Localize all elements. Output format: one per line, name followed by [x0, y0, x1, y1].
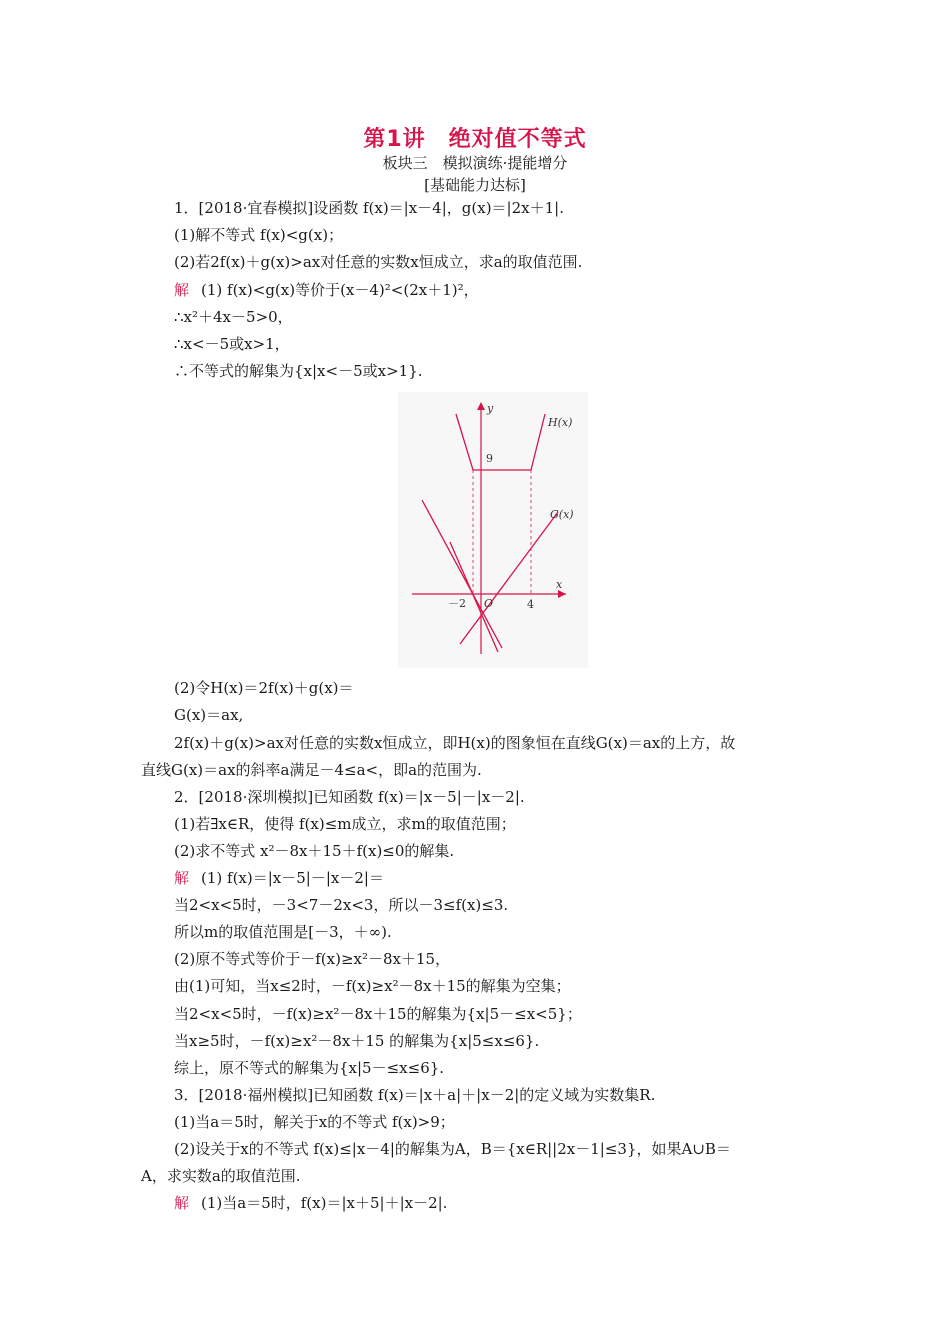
- solution-2-line-2: 当2<x<5时，－3<7－2x<3，所以－3≤f(x)≤3.: [174, 896, 509, 914]
- section-heading: [基础能力达标]: [424, 176, 526, 194]
- y-axis-label: y: [487, 402, 494, 415]
- solution-2-line-8: 综上，原不等式的解集为{x|5－≤x≤6}.: [174, 1059, 445, 1077]
- tick-4: 4: [527, 598, 534, 611]
- problem-3-statement: 3．[2018·福州模拟]已知函数 f(x)＝|x＋a|＋|x－2|的定义域为实数集R.: [174, 1086, 656, 1104]
- tick-neg2: －2: [448, 597, 466, 610]
- problem-2-part-2: (2)求不等式 x²－8x＋15＋f(x)≤0的解集.: [174, 842, 455, 860]
- x-axis-label: x: [556, 578, 563, 591]
- page-subtitle: 板块三 模拟演练·提能增分: [382, 154, 568, 172]
- solution-2-line-4: (2)原不等式等价于－f(x)≥x²－8x＋15，: [174, 950, 451, 968]
- label-G: G(x): [550, 508, 574, 521]
- solution-1-part-2-line-4: 直线G(x)＝ax的斜率a满足－4≤a<，即a的范围为.: [141, 761, 482, 779]
- solution-1-line-2: ∴x²＋4x－5>0，: [174, 308, 293, 326]
- problem-1-part-2: (2)若2f(x)＋g(x)>ax对任意的实数x恒成立，求a的取值范围.: [174, 253, 583, 271]
- solution-label: 解: [174, 281, 190, 299]
- solution-1-part-2-line-1: (2)令H(x)＝2f(x)＋g(x)＝: [174, 679, 354, 697]
- solution-2-line-5: 由(1)可知，当x≤2时，－f(x)≥x²－8x＋15的解集为空集；: [174, 977, 571, 995]
- problem-3-part-2-line-2: A，求实数a的取值范围.: [141, 1167, 301, 1185]
- label-H: H(x): [548, 416, 573, 429]
- solution-label: 解: [174, 869, 190, 887]
- solution-text: (1) f(x)<g(x)等价于(x－4)²<(2x＋1)²，: [201, 281, 479, 299]
- solution-1-part-2-line-2: G(x)＝ax,: [174, 706, 244, 724]
- solution-1-line-3: ∴x<－5或x>1，: [174, 335, 290, 353]
- function-graph: [398, 392, 588, 668]
- solution-1-line-1: [174, 280, 479, 300]
- problem-1-part-1: (1)解不等式 f(x)<g(x)；: [174, 226, 344, 244]
- solution-1-line-4: ∴不等式的解集为{x|x<－5或x>1}.: [174, 362, 423, 380]
- problem-3-part-1: (1)当a＝5时，解关于x的不等式 f(x)>9；: [174, 1113, 455, 1131]
- tick-9: 9: [486, 452, 493, 465]
- page-title: 第1讲 绝对值不等式: [363, 127, 587, 152]
- solution-text: (1)当a＝5时，f(x)＝|x＋5|＋|x－2|.: [201, 1194, 448, 1212]
- solution-label: 解: [174, 1194, 190, 1212]
- solution-2-line-1: [174, 868, 384, 888]
- solution-3-line-1: [174, 1193, 447, 1213]
- origin-label: O: [484, 597, 494, 610]
- problem-3-part-2-line-1: (2)设关于x的不等式 f(x)≤|x－4|的解集为A，B＝{x∈R||2x－1|≤3}，如果A∪B＝: [174, 1140, 731, 1158]
- solution-2-line-3: 所以m的取值范围是[－3，＋∞).: [174, 923, 392, 941]
- solution-text: (1) f(x)＝|x－5|－|x－2|＝: [201, 869, 384, 887]
- problem-1-statement: 1．[2018·宜春模拟]设函数 f(x)＝|x－4|，g(x)＝|2x＋1|.: [174, 199, 564, 217]
- solution-1-part-2-line-3: 2f(x)＋g(x)>ax对任意的实数x恒成立，即H(x)的图象恒在直线G(x)＝ax的上方，故: [174, 734, 736, 752]
- problem-2-part-1: (1)若∃x∈R，使得 f(x)≤m成立，求m的取值范围；: [174, 815, 516, 833]
- solution-2-line-6: 当2<x<5时，－f(x)≥x²－8x＋15的解集为{x|5－≤x<5}；: [174, 1005, 582, 1023]
- solution-2-line-7: 当x≥5时，－f(x)≥x²－8x＋15 的解集为{x|5≤x≤6}.: [174, 1032, 540, 1050]
- problem-2-statement: 2．[2018·深圳模拟]已知函数 f(x)＝|x－5|－|x－2|.: [174, 788, 525, 806]
